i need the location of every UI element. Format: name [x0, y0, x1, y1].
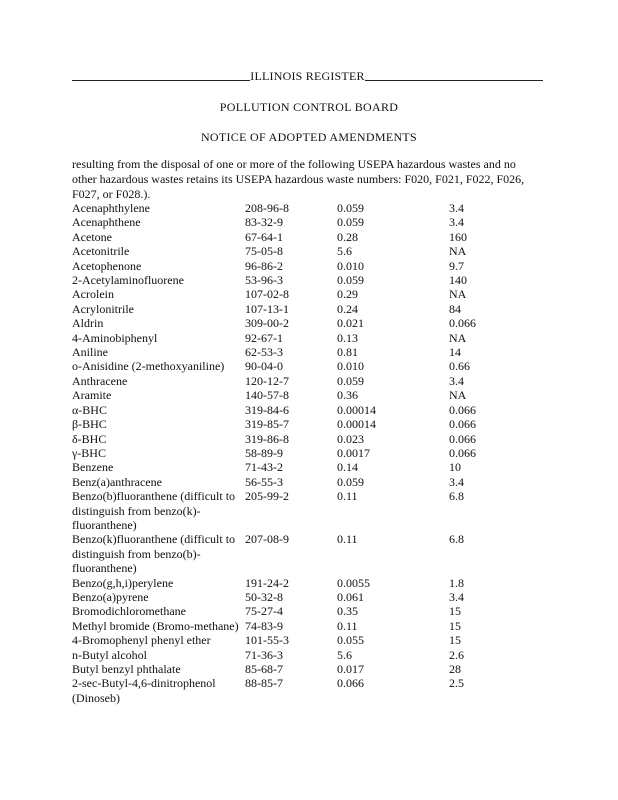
nonwastewater-value: 140: [449, 273, 467, 288]
constituent-name: Benzo(k)fluoranthene (difficult to distinguish from benzo(b)-fluoranthene): [72, 532, 236, 576]
table-row: [72, 359, 529, 373]
constituent-name: Acenaphthylene: [72, 201, 150, 215]
table-row: [72, 215, 529, 229]
wastewater-value: 0.00014: [337, 402, 376, 417]
nonwastewater-value: 15: [449, 618, 461, 633]
wastewater-value: 0.010: [337, 359, 364, 374]
wastewater-value: 0.0055: [337, 575, 370, 590]
cas-number: 71-36-3: [245, 647, 283, 662]
table-row: [72, 475, 529, 489]
table-row: [72, 676, 529, 705]
table-row: [72, 532, 529, 575]
constituent-name: Aramite: [72, 388, 112, 403]
wastewater-value: 0.059: [337, 201, 364, 215]
cas-number: 191-24-2: [245, 575, 289, 590]
cas-number: 56-55-3: [245, 474, 283, 489]
wastewater-value: 0.066: [337, 676, 364, 691]
table-row: [72, 662, 529, 676]
wastewater-value: 5.6: [337, 244, 352, 259]
table-row: [72, 619, 529, 633]
wastewater-value: 0.059: [337, 273, 364, 288]
nonwastewater-value: 3.4: [449, 589, 464, 604]
cas-number: 101-55-3: [245, 633, 289, 648]
cas-number: 207-08-9: [245, 532, 289, 547]
wastewater-value: 0.29: [337, 287, 358, 302]
board-name: POLLUTION CONTROL BOARD: [219, 100, 399, 114]
nonwastewater-value: 0.066: [449, 431, 476, 446]
wastewater-value: 0.36: [337, 388, 358, 403]
constituent-name: 2-Acetylaminofluorene: [72, 273, 184, 288]
nonwastewater-value: 6.8: [449, 489, 464, 504]
table-row: [72, 302, 529, 316]
nonwastewater-value: 3.4: [449, 373, 464, 388]
table-row: [72, 230, 529, 244]
table-row: [72, 633, 529, 647]
table-row: [72, 287, 529, 301]
table-row: [72, 374, 529, 388]
table-row: [72, 273, 529, 287]
cas-number: 120-12-7: [245, 373, 289, 388]
wastewater-value: 5.6: [337, 647, 352, 662]
constituent-name: Aniline: [72, 345, 108, 360]
cas-number: 309-00-2: [245, 316, 289, 331]
constituent-name: α-BHC: [72, 402, 107, 417]
header-rule-right: [365, 80, 543, 81]
constituent-table-body: [72, 201, 529, 705]
table-row: [72, 446, 529, 460]
constituent-name: Butyl benzyl phthalate: [72, 662, 181, 676]
constituent-name: Benzo(g,h,i)perylene: [72, 575, 174, 590]
constituent-name: 4-Bromophenyl phenyl ether: [72, 633, 211, 648]
cas-number: 71-43-2: [245, 460, 283, 475]
nonwastewater-value: NA: [449, 388, 467, 403]
wastewater-value: 0.017: [337, 662, 364, 676]
constituent-table: [72, 201, 529, 705]
nonwastewater-value: 0.66: [449, 359, 470, 374]
cas-number: 58-89-9: [245, 445, 283, 460]
wastewater-value: 0.059: [337, 373, 364, 388]
cas-number: 319-84-6: [245, 402, 289, 417]
wastewater-value: 0.11: [337, 618, 358, 633]
nonwastewater-value: 0.066: [449, 417, 476, 432]
nonwastewater-value: NA: [449, 330, 467, 345]
wastewater-value: 0.11: [337, 489, 358, 504]
nonwastewater-value: 10: [449, 460, 461, 475]
nonwastewater-value: 15: [449, 633, 461, 648]
constituent-name: o-Anisidine (2-methoxyaniline): [72, 359, 225, 374]
cas-number: 96-86-2: [245, 258, 283, 273]
nonwastewater-value: NA: [449, 244, 467, 259]
wastewater-value: 0.28: [337, 229, 358, 244]
cas-number: 74-83-9: [245, 618, 283, 633]
constituent-name: Methyl bromide (Bromo-methane): [72, 618, 239, 633]
constituent-name: Acrylonitrile: [72, 301, 134, 316]
cas-number: 107-13-1: [245, 301, 289, 316]
wastewater-value: 0.061: [337, 589, 364, 604]
wastewater-value: 0.010: [337, 258, 364, 273]
table-row: [72, 345, 529, 359]
nonwastewater-value: 84: [449, 301, 461, 316]
nonwastewater-value: 0.066: [449, 445, 476, 460]
constituent-name: Acetophenone: [72, 258, 142, 273]
table-row: [72, 432, 529, 446]
table-row: [72, 331, 529, 345]
cas-number: 62-53-3: [245, 345, 283, 360]
table-row: [72, 604, 529, 618]
table-row: [72, 259, 529, 273]
nonwastewater-value: 2.5: [449, 676, 464, 691]
nonwastewater-value: 28: [449, 662, 461, 676]
cas-number: 75-27-4: [245, 604, 283, 619]
notice-title: NOTICE OF ADOPTED AMENDMENTS: [200, 130, 418, 144]
nonwastewater-value: 3.4: [449, 201, 464, 215]
header-rule-left: [72, 80, 250, 81]
wastewater-value: 0.00014: [337, 417, 376, 432]
constituent-name: Aldrin: [72, 316, 104, 331]
wastewater-value: 0.81: [337, 345, 358, 360]
nonwastewater-value: 0.066: [449, 316, 476, 331]
wastewater-value: 0.13: [337, 330, 358, 345]
cas-number: 53-96-3: [245, 273, 283, 288]
constituent-name: Acetonitrile: [72, 244, 130, 259]
nonwastewater-value: 2.6: [449, 647, 464, 662]
cas-number: 90-04-0: [245, 359, 283, 374]
cas-number: 75-05-8: [245, 244, 283, 259]
nonwastewater-value: 14: [449, 345, 461, 360]
register-title: ILLINOIS REGISTER: [250, 69, 365, 83]
nonwastewater-value: 160: [449, 229, 467, 244]
constituent-name: 4-Aminobiphenyl: [72, 330, 158, 345]
constituent-name: γ-BHC: [72, 445, 106, 460]
cas-number: 92-67-1: [245, 330, 283, 345]
constituent-name: Benzo(b)fluoranthene (difficult to distinguish from benzo(k)-fluoranthene): [72, 489, 236, 532]
wastewater-value: 0.14: [337, 460, 358, 475]
nonwastewater-value: 6.8: [449, 532, 464, 547]
table-row: [72, 388, 529, 402]
constituent-name: δ-BHC: [72, 431, 107, 446]
nonwastewater-value: NA: [449, 287, 467, 302]
nonwastewater-value: 15: [449, 604, 461, 619]
cas-number: 88-85-7: [245, 676, 283, 691]
constituent-name: Benz(a)anthracene: [72, 474, 162, 489]
constituent-name: Acrolein: [72, 287, 114, 302]
nonwastewater-value: 3.4: [449, 215, 464, 230]
constituent-name: Acetone: [72, 229, 112, 244]
table-row: [72, 316, 529, 330]
cas-number: 85-68-7: [245, 662, 283, 676]
constituent-name: 2-sec-Butyl-4,6-dinitrophenol (Dinoseb): [72, 676, 216, 705]
constituent-name: β-BHC: [72, 417, 107, 432]
wastewater-value: 0.24: [337, 301, 358, 316]
nonwastewater-value: 0.066: [449, 402, 476, 417]
table-row: [72, 201, 529, 215]
wastewater-value: 0.35: [337, 604, 358, 619]
table-row: [72, 590, 529, 604]
table-row: [72, 244, 529, 258]
wastewater-value: 0.0017: [337, 445, 370, 460]
nonwastewater-value: 9.7: [449, 258, 464, 273]
constituent-name: Bromodichloromethane: [72, 604, 186, 619]
table-row: [72, 576, 529, 590]
table-row: [72, 417, 529, 431]
table-row: [72, 403, 529, 417]
wastewater-value: 0.11: [337, 532, 358, 547]
constituent-name: Benzene: [72, 460, 114, 475]
nonwastewater-value: 3.4: [449, 474, 464, 489]
cas-number: 67-64-1: [245, 229, 283, 244]
cas-number: 319-85-7: [245, 417, 289, 432]
cas-number: 319-86-8: [245, 431, 289, 446]
intro-paragraph: resulting from the disposal of one or more of the following USEPA hazardous wastes and no other hazardous wastes retains its USEPA hazardous waste numbers: F020, F021, F022, F026, F027, or F028.).: [72, 157, 525, 201]
cas-number: 140-57-8: [245, 388, 289, 403]
wastewater-value: 0.021: [337, 316, 364, 331]
table-row: [72, 648, 529, 662]
cas-number: 205-99-2: [245, 489, 289, 504]
constituent-name: n-Butyl alcohol: [72, 647, 147, 662]
wastewater-value: 0.055: [337, 633, 364, 648]
constituent-name: Anthracene: [72, 373, 128, 388]
constituent-name: Benzo(a)pyrene: [72, 589, 149, 604]
wastewater-value: 0.023: [337, 431, 364, 446]
cas-number: 50-32-8: [245, 589, 283, 604]
cas-number: 107-02-8: [245, 287, 289, 302]
table-row: [72, 489, 529, 532]
wastewater-value: 0.059: [337, 474, 364, 489]
nonwastewater-value: 1.8: [449, 575, 464, 590]
register-header: [72, 69, 543, 83]
wastewater-value: 0.059: [337, 215, 364, 230]
cas-number: 83-32-9: [245, 215, 283, 230]
constituent-name: Acenaphthene: [72, 215, 141, 230]
cas-number: 208-96-8: [245, 201, 289, 215]
table-row: [72, 460, 529, 474]
